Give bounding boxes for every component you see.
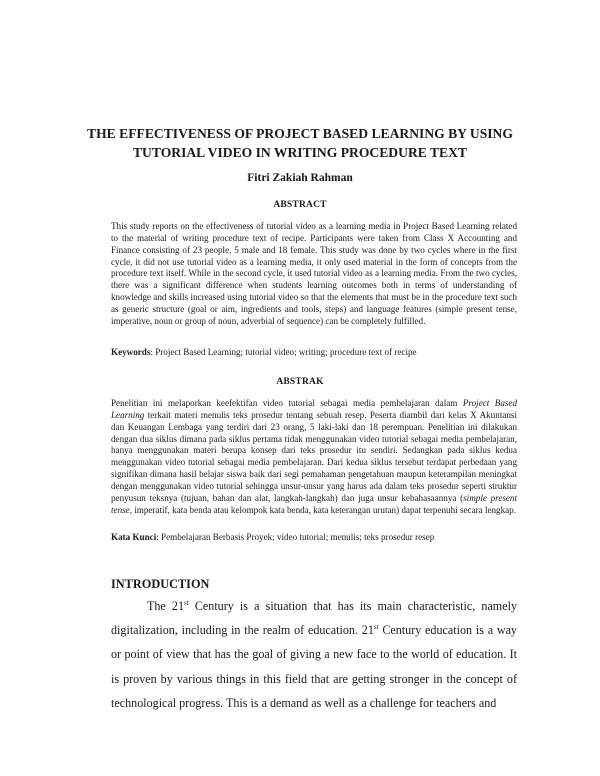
intro-text-3: Century education is a way or point of view that has the goal of giving a new face to the world of education. It is proven by various things in this field that are getting stronger in the concept of technological progress. This is a demand as well as a challenge for teachers and xyxy=(111,623,517,710)
introduction-heading: INTRODUCTION xyxy=(111,577,210,591)
paper-title: THE EFFECTIVENESS OF PROJECT BASED LEARNING BY USING TUTORIAL VIDEO IN WRITING PROCEDURE TEXT xyxy=(87,126,513,160)
abstract-text: This study reports on the effectiveness of tutorial video as a learning media in Project Based Learning related to the material of writing procedure text of recipe. Participants were taken from Class X Accounting and Finance consisting of 23 people, 5 male and 18 female. This study was done by two cycles where in the first cycle, it did not use tutorial video as a learning media, it only used material in the form of concepts from the procedure text itself. While in the second cycle, it used tutorial video as a learning media. From the two cycles, there was a significant difference when students learning outcomes both in terms of understanding of knowledge and skills increased using tutorial video so that the elements that must be in the procedure text such as generic structure (goal or aim, ingredients and tools, steps) and language features (simple present tense, imperative, noun or group of noun, adverbial of sequence) can be completely fulfilled. xyxy=(111,221,517,326)
abstrak-italic-pbl: Project Based Learning xyxy=(111,398,518,420)
intro-text-1: The 21 xyxy=(147,599,185,613)
abstract-heading: ABSTRACT xyxy=(273,200,327,210)
abstrak-text xyxy=(111,398,517,516)
abstrak-heading: ABSTRAK xyxy=(276,377,324,387)
intro-sup-1: st xyxy=(184,598,189,607)
kata-kunci-list: : Pembelajaran Berbasis Proyek; video tutorial; menulis; teks prosedur resep xyxy=(156,532,435,542)
introduction-paragraph xyxy=(111,594,517,715)
author-name: Fitri Zakiah Rahman xyxy=(247,172,353,184)
keywords-line xyxy=(111,346,531,358)
abstrak-part-1: Penelitian ini melaporkan keefektifan video tutorial sebagai media pembelajaran dalam xyxy=(111,398,463,408)
kata-kunci-line xyxy=(111,531,531,543)
abstrak-part-2: terkait materi menulis teks prosedur tentang sebuah resep. Peserta diambil dari kelas X Akuntansi dan Keuangan Lembaga yang terdiri dari 23 orang, 5 laki-laki dan 18 perempuan. Penelitian ini dilakukan dengan dua siklus dimana pada siklus pertama tidak menggunakan video tutorial sebagai media pembelajaran, hanya menggunakan materi berupa konsep dari teks prosedur itu sendiri. Sedangkan pada siklus kedua menggunakan video tutorial sebagai media pembelajaran. Dari kedua siklus tersebut terdapat perbedaan yang signifikan dimana hasil belajar siswa baik dari segi pemahaman pengetahuan maupun keterampilan meningkat dengan menggunakan video tutorial sehingga unsur-unsur yang harus ada dalam teks prosedur seperti struktur penyusun teksnya (tujuan, bahan dan alat, langkah-langkah) dan juga unsur kebahasaannya ( xyxy=(111,409,517,503)
kata-kunci-label: Kata Kunci xyxy=(111,532,157,542)
keywords-list: : Project Based Learning; tutorial video; writing; procedure text of recipe xyxy=(150,347,417,357)
intro-sup-2: st xyxy=(373,623,379,632)
intro-text-2: Century is a situation that has its main characteristic, namely digitalization, including in the realm of education. 21 xyxy=(111,599,517,638)
abstrak-italic-tense: simple present tense xyxy=(111,492,518,515)
abstrak-part-3: , imperatif, kata benda atau kelompok kata benda, kata keterangan urutan) dapat terpenuhi secara lengkap. xyxy=(129,504,516,515)
keywords-label: Keywords xyxy=(111,347,151,357)
